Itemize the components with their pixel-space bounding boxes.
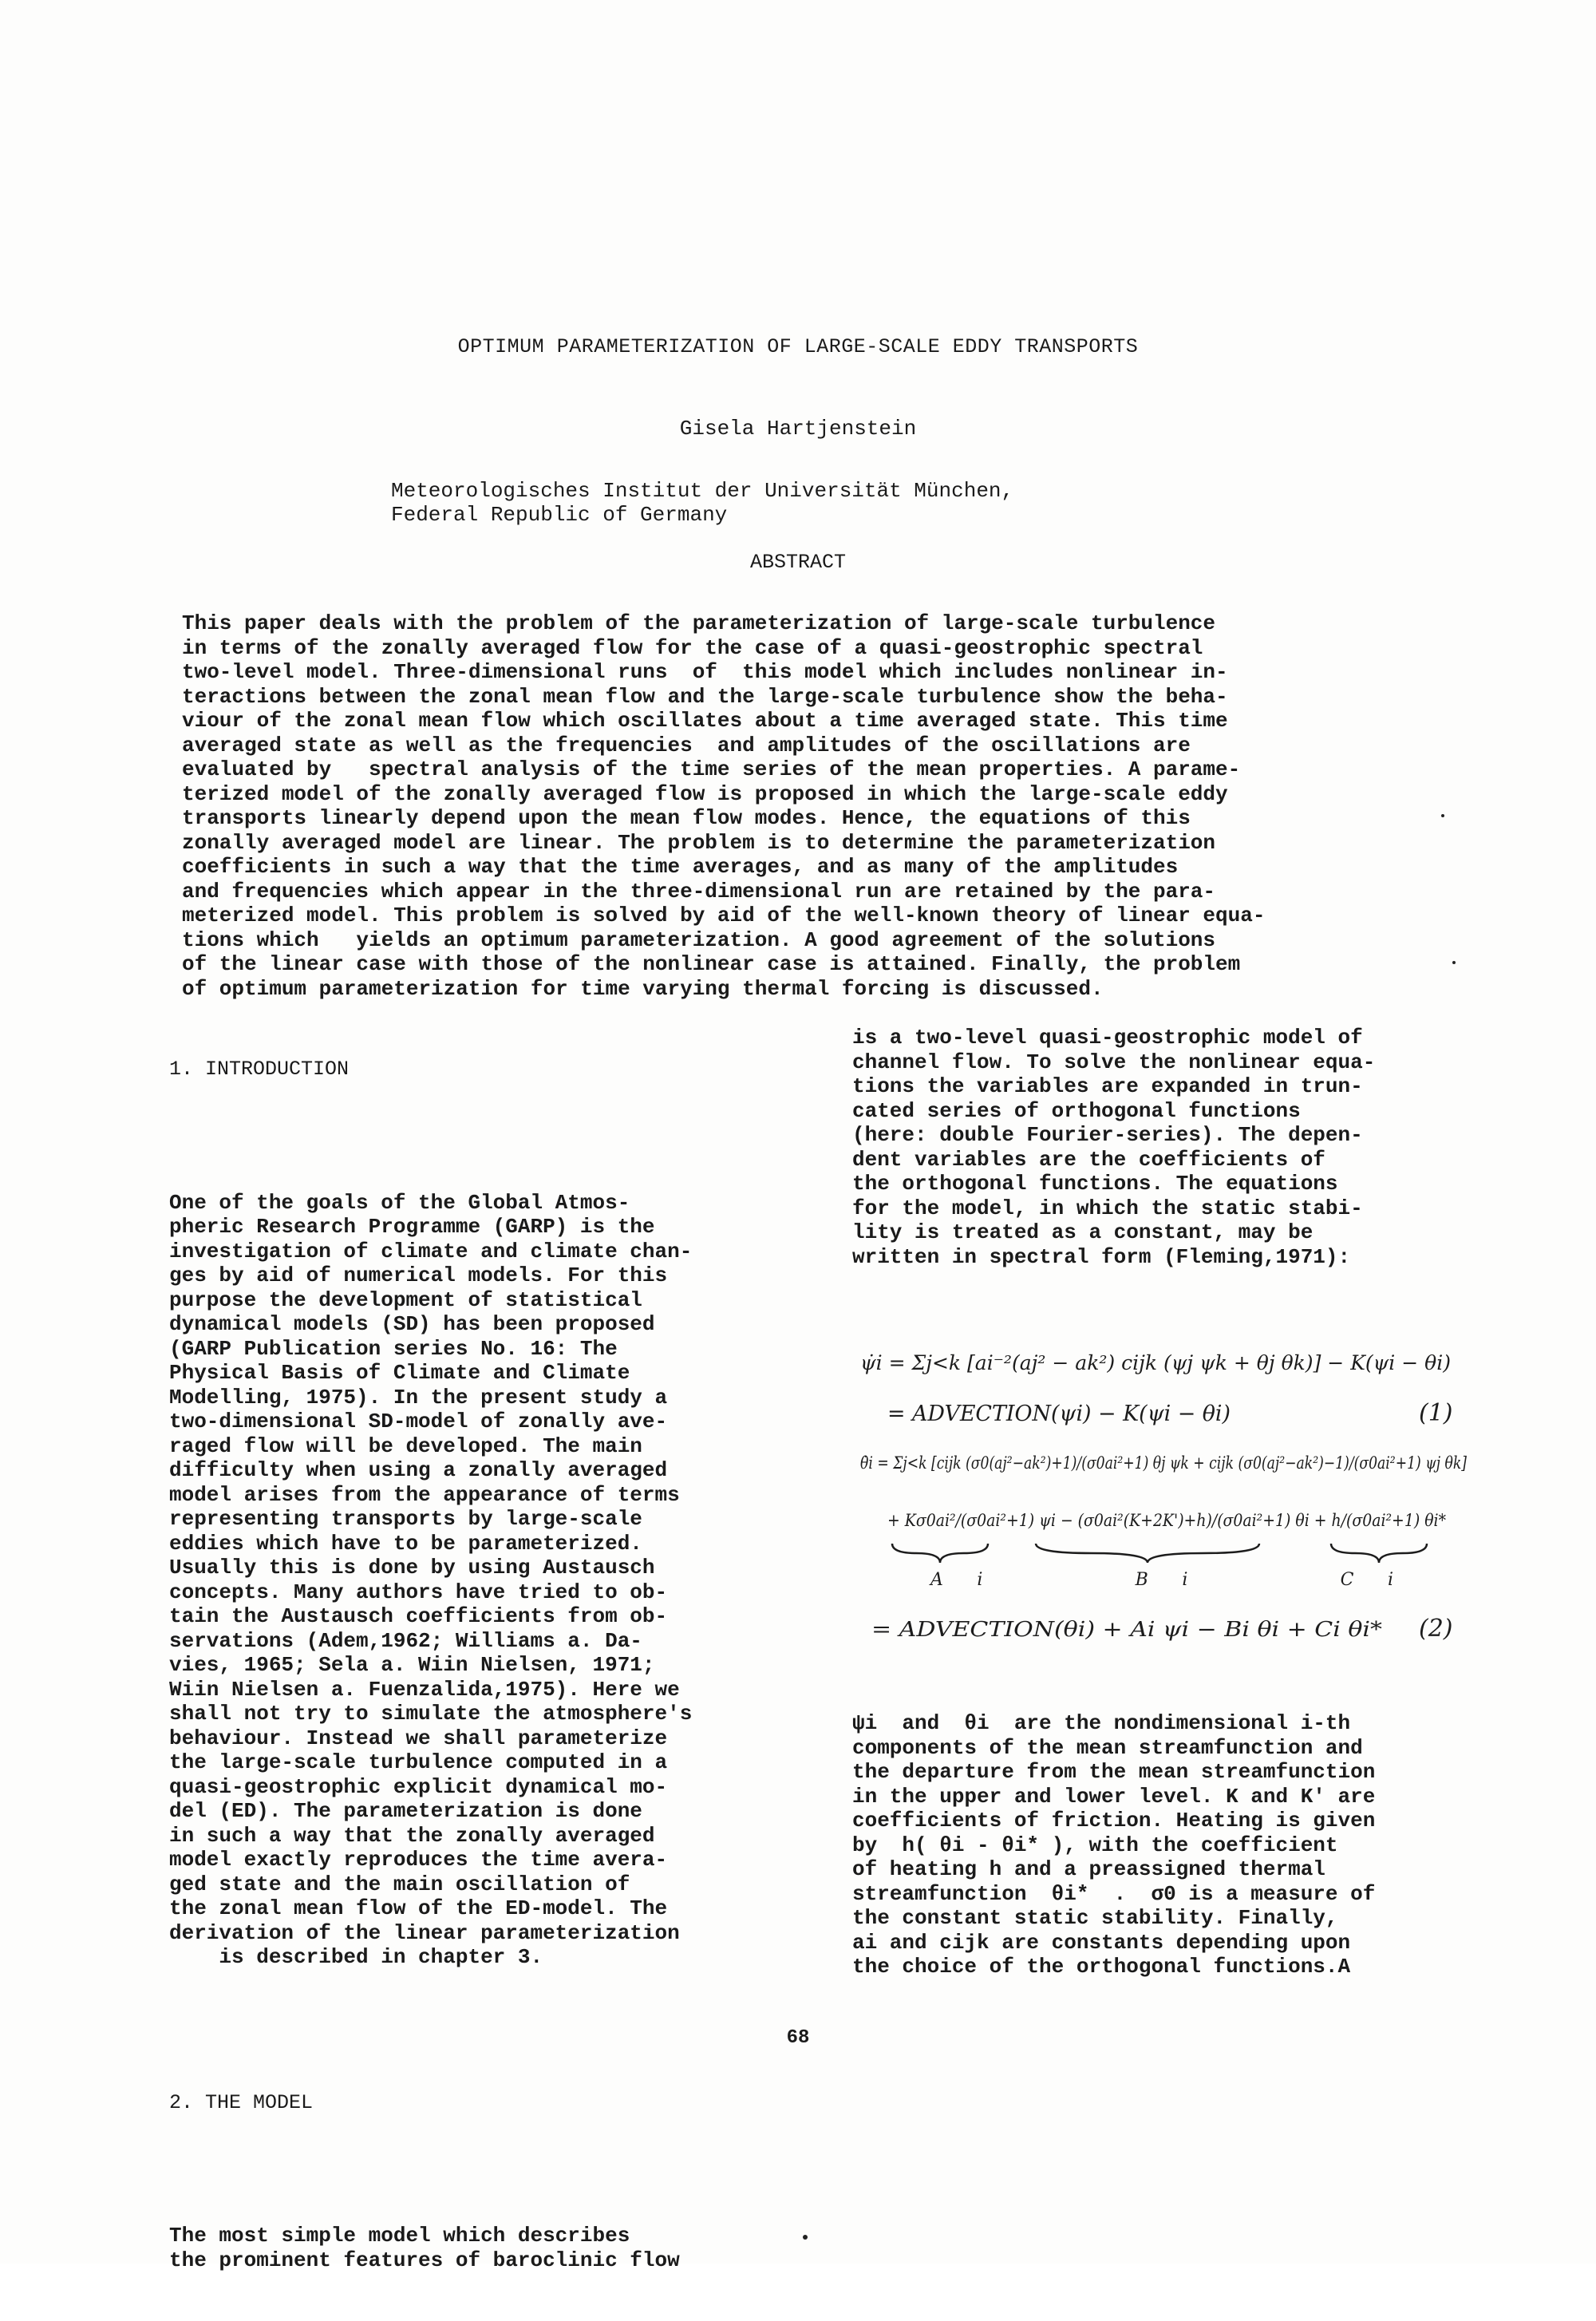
scan-speck <box>1441 814 1444 817</box>
handwritten-equations <box>860 1341 1483 1676</box>
brace-b <box>1036 1544 1259 1563</box>
introduction-heading: 1. INTRODUCTION <box>169 1058 350 1081</box>
author-name: Gisela Hartjenstein <box>679 417 917 441</box>
equation-2-line-2: + Kσ0ai²/(σ0ai²+1) ψi − (σ0ai²(K+2K')+h)/(σ0ai²+1) θi + h/(σ0ai²+1) θi* <box>887 1511 1447 1530</box>
equation-1-line-1: ψ̇i = Σj<k [ai⁻²(aj² − ak²) cijk (ψj ψk + θj θk)] − K(ψi − θi) <box>860 1351 1451 1374</box>
brace-a <box>892 1544 988 1563</box>
introduction-text: One of the goals of the Global Atmos- pheric Research Programme (GARP) is the investigation of climate and climate chan- ges by aid of numerical models. For this purpose the development of statistical dynamical models (SD) has been proposed (GARP Publication series No. 16: The Physical Basis of Climate and Climate Modelling, 1975). In the present study a two-dimensional SD-model of zonally ave- raged flow will be developed. The main difficulty when using a zonally averaged model arises from the appearance of terms representing transports by large-scale eddies which have to be parameterized. Usually this is done by using Austausch concepts. Many authors have tried to ob- tain the Austausch coefficients from ob- servations (Adem,1962; Williams a. Da- vies, 1965; Sela a. Wiin Nielsen, 1971; Wiin Nielsen a. Fuenzalida,1975). Here we shall not try to simulate the atmosphere's behaviour. Instead we shall parameterize the large-scale turbulence computed in a quasi-geostrophic explicit dynamical mo- del (ED). The parameterization is done in such a way that the zonally averaged model exactly reproduces the time avera- ged state and the main oscillation of the zonal mean flow of the ED-model. The derivation of the linear parameterization is described in chapter 3. <box>169 1190 693 1969</box>
equation-2-line-1: θ̇i = Σj<k [cijk (σ0(aj²−ak²)+1)/(σ0ai²+1) θj ψk + cijk (σ0(aj²−ak²)−1)/(σ0ai²+1) ψj θk] <box>860 1453 1468 1473</box>
model-heading: 2. THE MODEL <box>169 2090 314 2114</box>
author-affiliation: Meteorologisches Institut der Universität München, Federal Republic of Germany <box>391 479 1014 527</box>
abstract-body: This paper deals with the problem of the parameterization of large-scale turbulence in terms of the zonally averaged flow for the case of a quasi-geostrophic spectral two-level model. Three-dimensional runs of this model which includes nonlinear in- teractions between the zonal mean flow and the large-scale turbulence show the beha- viour of the zonal mean flow which oscillates about a time averaged state. This time averaged state as well as the frequencies and amplitudes of the oscillations are evaluated by spectral analysis of the time series of the mean properties. A parame- terized model of the zonally averaged flow is proposed in which the large-scale eddy transports linearly depend upon the mean flow modes. Hence, the equations of this zonally averaged model are linear. The problem is to determine the parameterization coefficients in such a way that the time averages, and as many of the amplitudes and frequencies which appear in the three-dimensional run are retained by the para- meterized model. This problem is solved by aid of the well-known theory of linear equa- tions which yields an optimum parameterization. A good agreement of the solutions of the linear case with those of the nonlinear case is attained. Finally, the problem of optimum parameterization for time varying thermal forcing is discussed. <box>182 611 1266 1001</box>
model-text: The most simple model which describes the prominent features of baroclinic flow <box>169 2224 680 2272</box>
left-column <box>169 1009 800 2321</box>
scan-speck <box>803 2235 808 2240</box>
right-column-top-text: is a two-level quasi-geostrophic model of channel flow. To solve the nonlinear equa- tions the variables are expanded in trun- cated series of orthogonal functions (here: double Fourier-series). The depen- dent variables are the coefficients of the orthogonal functions. The equations for the model, in which the static stabi- lity is treated as a constant, may be written in spectral form (Fleming,1971): <box>852 1026 1376 1269</box>
equation-2-number: (2) <box>1419 1615 1453 1643</box>
right-column-bottom-text: ψi and θi are the nondimensional i-th components of the mean streamfunction and the departure from the mean streamfunction in the upper and lower level. K and K' are coefficients of friction. Heating is given by h( θi - θi* ), with the coefficient of heating h and a preassigned thermal streamfunction θi* . σ0 is a measure of the constant static stability. Finally, ai and cijk are constants depending upon the choice of the orthogonal functions.A <box>852 1711 1376 1979</box>
equation-1-line-2: = ADVECTION(ψi) − K(ψi − θi) <box>887 1402 1231 1426</box>
abstract-heading: ABSTRACT <box>749 551 847 574</box>
page-number: 68 <box>786 2027 810 2049</box>
brace-labels: Ai Bi Ci <box>930 1570 1393 1590</box>
scan-speck <box>1452 961 1456 964</box>
equation-1-number: (1) <box>1419 1399 1453 1427</box>
paper-title: OPTIMUM PARAMETERIZATION OF LARGE-SCALE EDDY TRANSPORTS <box>457 335 1139 358</box>
equation-2-line-3: = ADVECTION(θi) + Ai ψi − Bi θi + Ci θi* <box>871 1618 1382 1642</box>
brace-c <box>1331 1544 1427 1563</box>
